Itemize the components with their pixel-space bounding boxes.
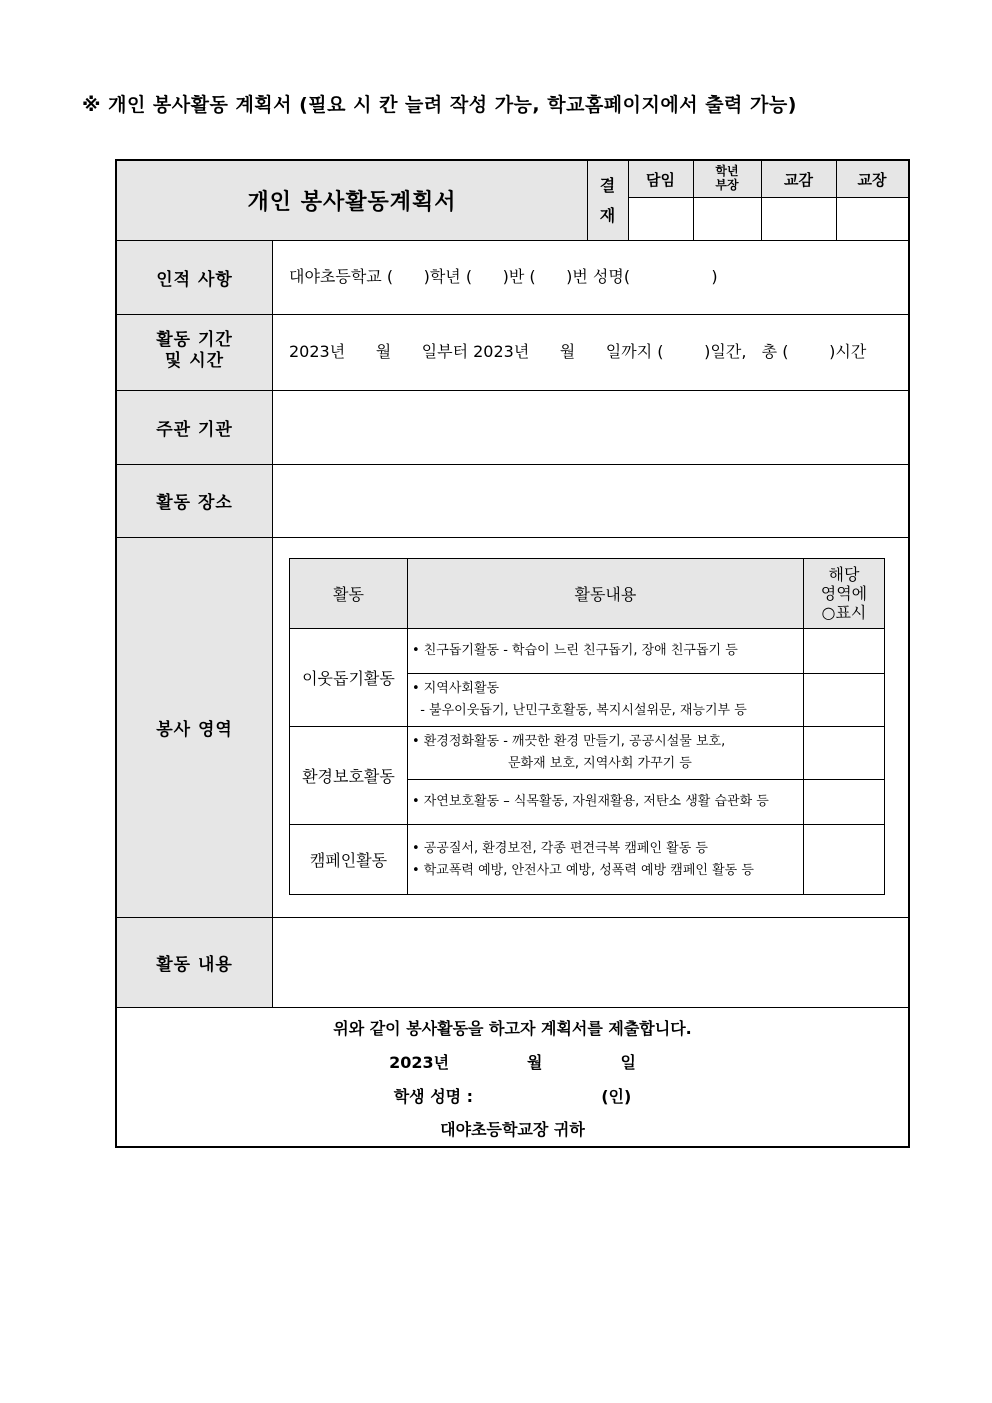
approval-sign-principal[interactable] <box>836 197 908 240</box>
approval-label-bottom: 재 <box>599 206 616 225</box>
service-area-table <box>289 558 885 895</box>
approval-label-cell <box>587 161 628 240</box>
approval-grade-line1: 학년 <box>715 164 739 178</box>
area-header-detail: 활동내용 <box>407 559 803 629</box>
form-title-cell <box>117 161 587 240</box>
group-environment: 환경보호활동 <box>290 727 408 825</box>
mark-cell[interactable] <box>803 629 884 674</box>
approval-col-homeroom: 담임 <box>628 161 693 197</box>
footer-statement: 위와 같이 봉사활동을 하고자 계획서를 제출합니다. <box>333 1019 692 1038</box>
approval-sign-vice-principal[interactable] <box>761 197 836 240</box>
mark-cell[interactable] <box>803 780 884 825</box>
page-heading: ※ 개인 봉사활동 계획서 (필요 시 칸 늘려 작성 가능, 학교홈페이지에서 출력 가능) <box>82 94 797 116</box>
form-title: 개인 봉사활동계획서 <box>247 190 457 215</box>
label-period <box>117 314 272 390</box>
approval-sign-homeroom[interactable] <box>628 197 693 240</box>
approval-col-principal: 교장 <box>836 161 908 197</box>
mark-cell[interactable] <box>803 825 884 895</box>
label-period-line1: 활동 기간 <box>156 330 233 350</box>
detail-neighbor-1: • 친구돕기활동 - 학습이 느린 친구돕기, 장애 친구돕기 등 <box>407 629 803 674</box>
service-plan-form <box>115 159 910 1148</box>
approval-col-grade-head <box>693 161 761 197</box>
identity-field[interactable]: 대야초등학교 ( )학년 ( )반 ( )번 성명( ) <box>289 267 718 286</box>
detail-neighbor-2: • 지역사회활동 - 불우이웃돕기, 난민구호활동, 복지시설위문, 재능기부 등 <box>407 674 803 727</box>
period-field[interactable]: 2023년 월 일부터 2023년 월 일까지 ( )일간, 총 ( )시간 <box>289 342 867 361</box>
approval-col-vice-principal: 교감 <box>761 161 836 197</box>
label-content: 활동 내용 <box>156 954 233 975</box>
group-campaign: 캠페인활동 <box>290 825 408 895</box>
detail-environment-2: • 자연보호활동 – 식목활동, 자원재활용, 저탄소 생활 습관화 등 <box>407 780 803 825</box>
approval-grade-line2: 부장 <box>715 178 739 192</box>
footer-signature: 학생 성명 : (인) <box>393 1087 632 1106</box>
detail-environment-1: • 환경정화활동 - 깨끗한 환경 만들기, 공공시설물 보호, 문화재 보호, 지역사회 가꾸기 등 <box>407 727 803 780</box>
label-identity: 인적 사항 <box>156 269 233 290</box>
label-area: 봉사 영역 <box>156 719 233 740</box>
detail-campaign: • 공공질서, 환경보전, 각종 편견극복 캠페인 활동 등 • 학교폭력 예방, 안전사고 예방, 성폭력 예방 캠페인 활동 등 <box>407 825 803 895</box>
label-place: 활동 장소 <box>156 493 233 513</box>
approval-sign-grade-head[interactable] <box>693 197 761 240</box>
group-neighbor: 이웃돕기활동 <box>290 629 408 727</box>
mark-cell[interactable] <box>803 727 884 780</box>
footer-recipient: 대야초등학교장 귀하 <box>440 1120 585 1139</box>
organizer-field[interactable] <box>273 390 908 464</box>
footer-date: 2023년 월 일 <box>389 1053 636 1072</box>
area-header-activity: 활동 <box>290 559 408 629</box>
label-period-line2: 및 시간 <box>164 351 225 371</box>
mark-cell[interactable] <box>803 674 884 727</box>
approval-label-top: 결 <box>599 176 616 195</box>
content-field[interactable] <box>273 917 908 1007</box>
label-organizer: 주관 기관 <box>156 419 233 440</box>
area-header-mark: 해당 영역에 ○표시 <box>803 559 884 629</box>
place-field[interactable] <box>273 464 908 537</box>
